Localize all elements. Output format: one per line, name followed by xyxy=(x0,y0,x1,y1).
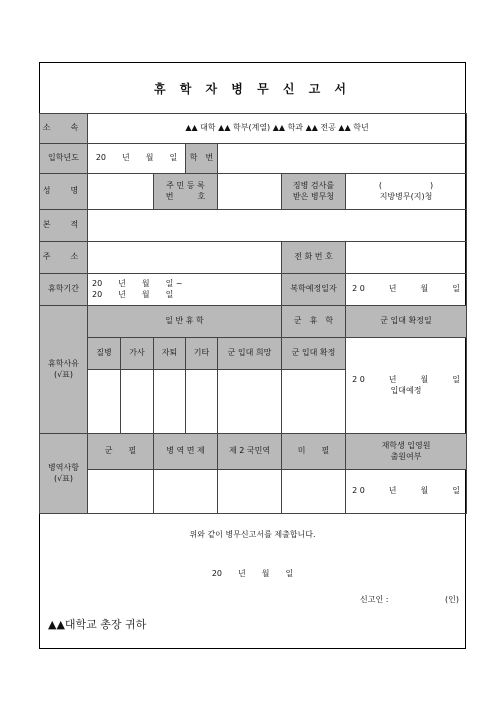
reason-household-check[interactable] xyxy=(121,370,154,434)
enlistment-date-cell[interactable]: 2 0 년 월 일 입대예정 xyxy=(346,338,467,434)
form-table xyxy=(39,113,467,514)
reason-illness-check[interactable] xyxy=(88,370,121,434)
student-enlistment-label: 재학생 입영원 출원여부 xyxy=(346,434,467,470)
return-date-value[interactable]: 2 0 년 월 일 xyxy=(346,274,467,306)
service-incomplete-label: 미 필 xyxy=(282,434,346,470)
reason-illness-label: 질병 xyxy=(88,338,121,370)
military-leave-header: 군 휴 학 xyxy=(282,306,346,338)
student-enlistment-date[interactable]: 2 0 년 월 일 xyxy=(346,470,467,514)
phone-label: 전 화 번 호 xyxy=(282,242,346,274)
service-reserve-label: 제 2 국민역 xyxy=(218,434,282,470)
reporter-label: 신고인 : xyxy=(360,595,389,604)
affiliation-value[interactable]: ▲▲ 대학 ▲▲ 학부(계열) ▲▲ 학과 ▲▲ 전공 ▲▲ 학년 xyxy=(88,114,467,144)
service-exempt-check[interactable] xyxy=(154,470,218,514)
seal-mark: (인) xyxy=(445,595,459,604)
exam-office-label: 징병 검사를 받은 병무청 xyxy=(282,174,346,210)
military-status-label: 병역사항 (√표) xyxy=(40,434,88,514)
address-value[interactable] xyxy=(88,242,282,274)
name-label: 성 명 xyxy=(40,174,88,210)
submit-statement: 위와 같이 병무신고서를 제출합니다. xyxy=(189,530,316,539)
reason-other-label: 기타 xyxy=(186,338,218,370)
rrn-label: 주 민 등 록 번 호 xyxy=(154,174,218,210)
address-label: 주 소 xyxy=(40,242,88,274)
reason-other-check[interactable] xyxy=(186,370,218,434)
reason-enlist-confirmed-check[interactable] xyxy=(282,370,346,434)
leave-period-value[interactable]: 20 년 월 일 ~ 20 년 월 일 xyxy=(88,274,282,306)
student-id-value[interactable] xyxy=(218,144,467,174)
service-completed-check[interactable] xyxy=(88,470,154,514)
military-service-report-form xyxy=(39,62,466,649)
service-exempt-label: 병 역 면 제 xyxy=(154,434,218,470)
reason-withdrawal-check[interactable] xyxy=(154,370,186,434)
admission-year-label: 입학년도 xyxy=(40,144,88,174)
reason-household-label: 가사 xyxy=(121,338,154,370)
enlistment-confirm-header: 군 입대 확정일 xyxy=(346,306,467,338)
service-reserve-check[interactable] xyxy=(218,470,282,514)
reason-enlist-confirmed-label: 군 입대 확정 xyxy=(282,338,346,370)
origin-label: 본 적 xyxy=(40,210,88,242)
reason-enlist-hope-label: 군 입대 희망 xyxy=(218,338,282,370)
student-id-label: 학 번 xyxy=(186,144,218,174)
name-value[interactable] xyxy=(88,174,154,210)
rrn-value[interactable] xyxy=(218,174,282,210)
origin-value[interactable] xyxy=(88,210,467,242)
phone-value[interactable] xyxy=(346,242,467,274)
leave-period-label: 휴학기간 xyxy=(40,274,88,306)
reason-enlist-hope-check[interactable] xyxy=(218,370,282,434)
leave-reason-label: 휴학사유 (√표) xyxy=(40,306,88,434)
reason-withdrawal-label: 자퇴 xyxy=(154,338,186,370)
affiliation-label: 소 속 xyxy=(40,114,88,144)
admission-year-value[interactable]: 20 년 월 일 xyxy=(88,144,186,174)
service-incomplete-check[interactable] xyxy=(282,470,346,514)
submit-date[interactable]: 20 년 월 일 xyxy=(211,569,294,578)
general-leave-header: 일 반 휴 학 xyxy=(88,306,282,338)
service-completed-label: 군 필 xyxy=(88,434,154,470)
exam-office-value[interactable]: ( ) 지방병무(지)청 xyxy=(346,174,467,210)
addressee: ▲▲대학교 총장 귀하 xyxy=(48,618,147,631)
form-title: 휴 학 자 병 무 신 고 서 xyxy=(154,81,351,96)
return-date-label: 복학예정일자 xyxy=(282,274,346,306)
